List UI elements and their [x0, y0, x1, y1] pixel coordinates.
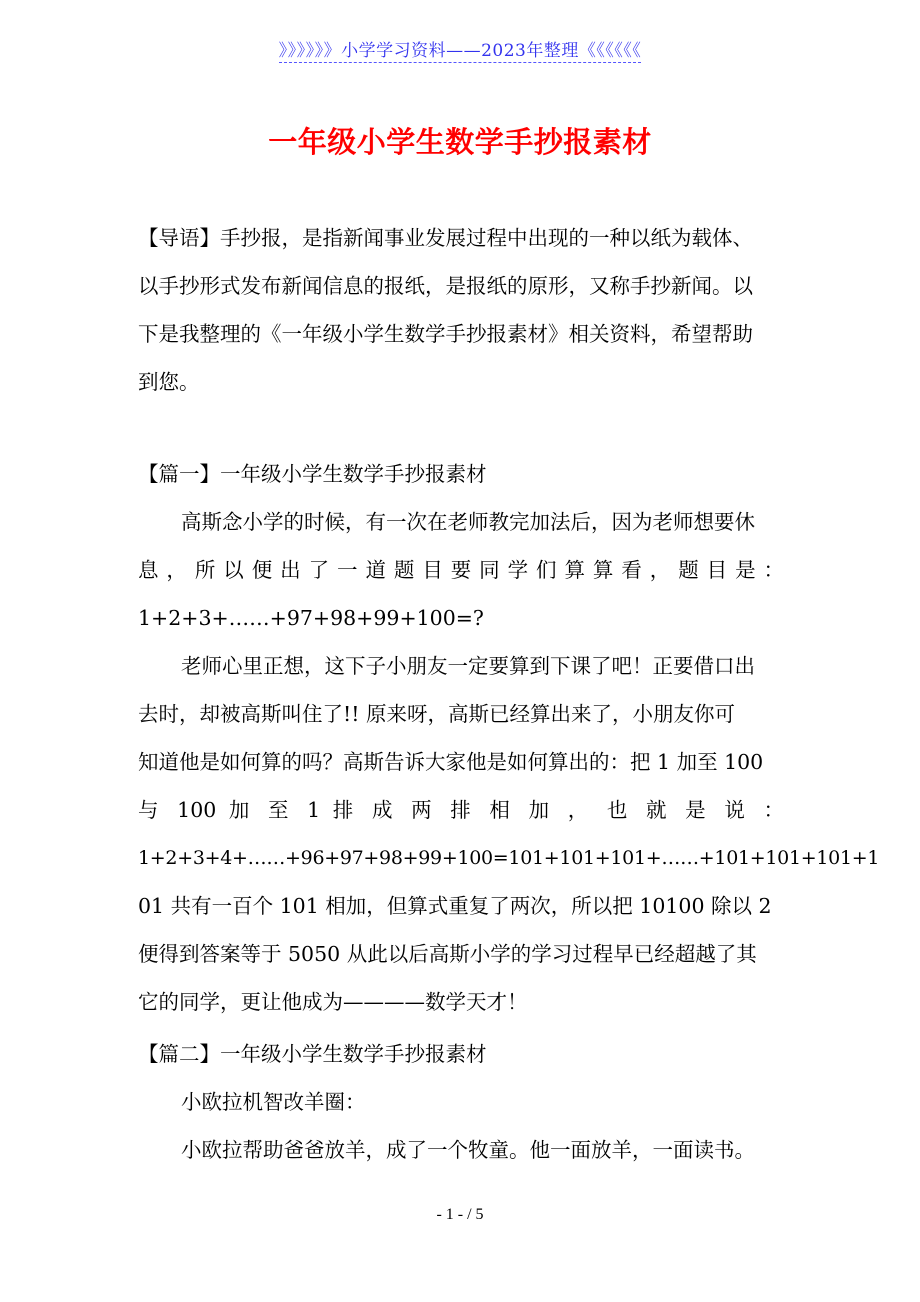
paragraph-subtitle: 小欧拉机智改羊圈：	[181, 1090, 366, 1114]
paragraph-line: 便得到答案等于 5050 从此以后高斯小学的学习过程早已经超越了其	[138, 942, 757, 966]
header-link-text[interactable]: 》》》》》》小学学习资料——2023年整理《《《《《《	[278, 41, 642, 61]
paragraph-line: 老师心里正想，这下子小朋友一定要算到下课了吧！正要借口出	[181, 654, 755, 678]
paragraph-line: 01 共有一百个 101 相加，但算式重复了两次，所以把 10100 除以 2	[138, 894, 772, 918]
page-indicator: - 1 - / 5	[436, 1206, 484, 1223]
paragraph-line: 去时，却被高斯叫住了!! 原来呀，高斯已经算出来了，小朋友你可	[138, 702, 735, 726]
paragraph-line: 1+2+3+……+97+98+99+100=?	[138, 606, 484, 630]
section-heading: 【篇一】一年级小学生数学手抄报素材	[138, 462, 487, 486]
paragraph-line: 息 ， 所 以 便 出 了 一 道 题 目 要 同 学 们 算 算 看 ， 题 目 是 ：	[138, 558, 784, 582]
paragraph-line: 知道他是如何算的吗？高斯告诉大家他是如何算出的：把 1 加至 100	[138, 750, 764, 774]
paragraph-line: 小欧拉帮助爸爸放羊，成了一个牧童。他一面放羊，一面读书。	[181, 1138, 755, 1162]
paragraph-line: 它的同学，更让他成为————数学天才！	[138, 990, 528, 1014]
section-heading: 【篇二】一年级小学生数学手抄报素材	[138, 1042, 487, 1066]
intro-line: 以手抄形式发布新闻信息的报纸，是报纸的原形，又称手抄新闻。以	[138, 274, 753, 298]
paragraph-line: 与 100 加 至 1 排 成 两 排 相 加 ， 也 就 是 说 ：	[138, 798, 784, 822]
section-1	[138, 450, 880, 1026]
paragraph-line: 1+2+3+4+……+96+97+98+99+100=101+101+101+……+101+101+101+1	[138, 847, 880, 869]
paragraph-line: 高斯念小学的时候，有一次在老师教完加法后，因为老师想要休	[181, 510, 755, 534]
header-link[interactable]	[0, 36, 920, 61]
intro-line: 下是我整理的《一年级小学生数学手抄报素材》相关资料，希望帮助	[138, 322, 753, 346]
intro-line: 到您。	[138, 370, 200, 394]
section-2	[138, 1030, 784, 1174]
intro-line: 【导语】手抄报，是指新闻事业发展过程中出现的一种以纸为载体、	[138, 226, 753, 250]
intro-paragraph	[138, 214, 784, 406]
page-title: 一年级小学生数学手抄报素材	[268, 125, 652, 159]
